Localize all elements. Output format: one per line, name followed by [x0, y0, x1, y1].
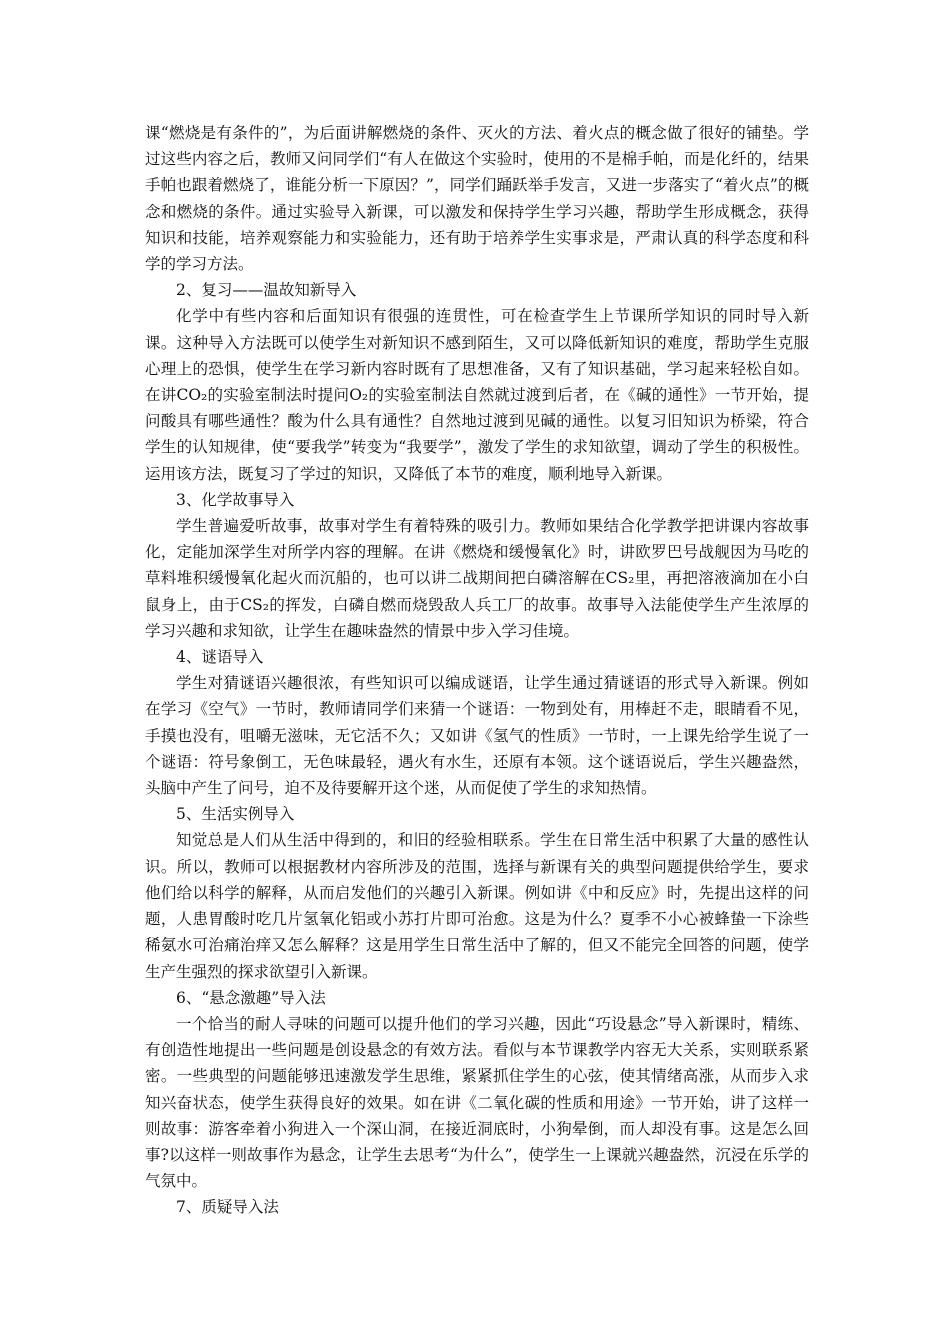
section-heading-review: 2、复习——温故知新导入 — [176, 281, 357, 300]
paragraph-life-examples: 知觉总是人们从生活中得到的，和旧的经验相联系。学生在日常生活中积累了大量的感性认识。所以，教师可以根据教材内容所涉及的范围，选择与新课有关的典型问题提供给学生，要求他们给以科学的解释，从而启发他们的兴趣引入新课。例如讲《中和反应》时，先提出这样的问题，人患胃酸时吃几片氢氧化铝或小苏打片即可治愈。这是为什么？夏季不小心被蜂蛰一下涂些稀氨水可治痛治痒又怎么解释？这是用学生日常生活中了解的，但又不能完全回答的问题，使学生产生强烈的探求欲望引入新课。 — [145, 831, 809, 981]
section-heading-suspense: 6、“悬念激趣”导入法 — [176, 988, 326, 1007]
section-heading-life-examples: 5、生活实例导入 — [176, 805, 295, 824]
section-heading-questioning: 7、质疑导入法 — [176, 1198, 279, 1217]
paragraph-story: 学生普遍爱听故事，故事对学生有着特殊的吸引力。教师如果结合化学教学把讲课内容故事化，定能加深学生对所学内容的理解。在讲《燃烧和缓慢氧化》时，讲欧罗巴号战舰因为马吃的草料堆积缓慢氧化起火而沉船的，也可以讲二战期间把白磷溶解在CS₂里，再把溶液滴加在小白鼠身上，由于CS₂的挥发，白磷自燃而烧毁敌人兵工厂的故事。故事导入法能使学生产生浓厚的学习兴趣和求知欲，让学生在趣味盎然的情景中步入学习佳境。 — [145, 517, 809, 640]
paragraph-review: 化学中有些内容和后面知识有很强的连贯性，可在检查学生上节课所学知识的同时导入新课。这种导入方法既可以使学生对新知识不感到陌生，又可以降低新知识的难度，帮助学生克服心理上的恐惧，使学生在学习新内容时既有了思想准备，又有了知识基础，学习起来轻松自如。在讲CO₂的实验室制法时提问O₂的实验室制法自然就过渡到后者，在《碱的通性》一节开始，提问酸具有哪些通性？酸为什么具有通性？自然地过渡到见碱的通性。以复习旧知识为桥梁，符合学生的认知规律，使“要我学”转变为“我要学”，激发了学生的求知欲望，调动了学生的积极性。运用该方法，既复习了学过的知识，又降低了本节的难度，顺利地导入新课。 — [145, 307, 809, 483]
paragraph-suspense: 一个恰当的耐人寻味的问题可以提升他们的学习兴趣，因此“巧设悬念”导入新课时，精练、有创造性地提出一些问题是创设悬念的有效方法。看似与本节课教学内容无大关系，实则联系紧密。一些典型的问题能够迅速激发学生思维，紧紧抓住学生的心弦，使其情绪高涨，从而步入求知兴奋状态，使学生获得良好的效果。如在讲《二氧化碳的性质和用途》一节开始，讲了这样一则故事：游客牵着小狗进入一个深山洞，在接近洞底时，小狗晕倒，而人却没有事。这是怎么回事?以这样一则故事作为悬念，让学生去思考“为什么”，使学生一上课就兴趣盎然，沉浸在乐学的气氛中。 — [145, 1014, 809, 1191]
paragraph-intro-continuation: 课“燃烧是有条件的”，为后面讲解燃烧的条件、灭火的方法、着火点的概念做了很好的铺垫。学过这些内容之后，教师又问同学们“有人在做这个实验时，使用的不是棉手帕，而是化纤的，结果手帕也跟着燃烧了，谁能分析一下原因？”，同学们踊跃举手发言，又进一步落实了“着火点”的概念和燃烧的条件。通过实验导入新课，可以激发和保持学生学习兴趣，帮助学生形成概念，获得知识和技能，培养观察能力和实验能力，还有助于培养学生实事求是，严肃认真的科学态度和科学的学习方法。 — [145, 124, 809, 274]
section-heading-story: 3、化学故事导入 — [176, 490, 295, 509]
document-page — [145, 120, 809, 1221]
section-heading-riddle: 4、谜语导入 — [176, 648, 264, 667]
paragraph-riddle: 学生对猜谜语兴趣很浓，有些知识可以编成谜语，让学生通过猜谜语的形式导入新课。例如在学习《空气》一节时，教师请同学们来猜一个谜语：一物到处有，用棒赶不走，眼睛看不见，手摸也没有，咀嚼无滋味，无它活不久；又如讲《氢气的性质》一节时，一上课先给学生说了一个谜语：符号象倒工，无色味最轻，遇火有水生，还原有本领。这个谜语说后，学生兴趣盎然，头脑中产生了问号，迫不及待要解开这个迷，从而促使了学生的求知热情。 — [145, 674, 809, 798]
